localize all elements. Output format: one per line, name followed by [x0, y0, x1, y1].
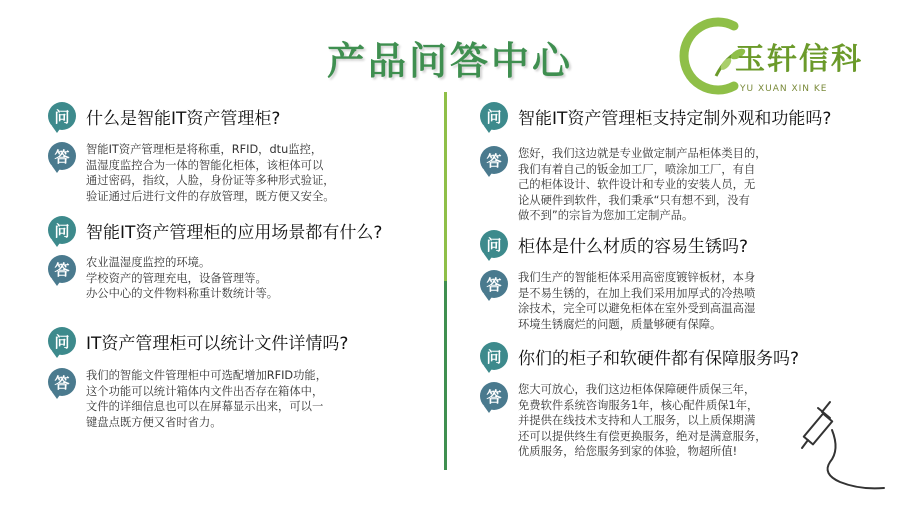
answer-line: 文件的详细信息也可以在屏幕显示出来，可以一: [86, 400, 324, 413]
answer-text: [518, 146, 767, 224]
answer-item: [480, 270, 755, 332]
question-item: [48, 102, 280, 130]
answer-line: 免费软件系统咨询服务1年，核心配件质保1年，: [518, 398, 759, 412]
question-item: [480, 230, 748, 258]
question-text: 柜体是什么材质的容易生锈吗?: [518, 236, 749, 257]
answer-line: 智能IT资产管理柜是将称重，RFID，dtu监控，: [86, 143, 323, 156]
answer-line: 并提供在线技术支持和人工服务，以上质保期满: [518, 414, 756, 427]
answer-item: [48, 368, 327, 430]
answer-line: 我们生产的智能柜体采用高密度镀锌板材，本身: [518, 271, 756, 284]
answer-line: 是不易生锈的，在加上我们采用加厚式的冷热喷: [518, 286, 756, 300]
answer-line: 做不到”的宗旨为您加工定制产品。: [518, 209, 694, 222]
answer-badge-icon: 答: [480, 382, 508, 410]
answer-text: [86, 368, 327, 430]
answer-line: 学校资产的管理充电，设备管理等。: [86, 271, 267, 285]
question-badge-icon: 问: [48, 216, 76, 244]
answer-text: [518, 270, 755, 332]
answer-line: 优质服务，给您服务到家的体验，物超所值!: [518, 445, 738, 458]
question-badge-icon: 问: [480, 230, 508, 258]
question-badge-icon: 问: [48, 102, 76, 130]
column-divider: [444, 92, 447, 470]
answer-line: 您大可放心，我们这边柜体保障硬件质保三年，: [518, 383, 756, 396]
question-item: [48, 327, 348, 355]
answer-line: 我们有着自己的钣金加工厂，喷涂加工厂，有自: [518, 162, 756, 176]
answer-line: 通过密码，指纹，人脸，身份证等多种形式验证，: [86, 174, 335, 187]
question-badge-icon: 问: [480, 102, 508, 130]
answer-line: 办公中心的文件物料称重计数统计等。: [86, 287, 279, 300]
answer-line: 我们的智能文件管理柜中可选配增加RFID功能，: [86, 369, 328, 382]
answer-line: 验证通过后进行文件的存放管理，既方便又安全。: [86, 189, 335, 203]
question-text: 智能IT资产管理柜支持定制外观和功能吗?: [518, 108, 832, 129]
answer-line: 涂技术，完全可以避免柜体在室外受到高温高湿: [518, 302, 756, 315]
syringe-icon: [800, 400, 890, 495]
answer-badge-icon: 答: [480, 270, 508, 298]
answer-line: 环境生锈腐烂的问题，质量够硬有保障。: [518, 317, 722, 331]
answer-text: [86, 255, 278, 302]
question-badge-icon: 问: [48, 327, 76, 355]
answer-text: [86, 142, 335, 204]
question-item: [48, 216, 382, 244]
question-badge-icon: 问: [480, 342, 508, 370]
question-text: 你们的柜子和软硬件都有保障服务吗?: [518, 348, 800, 369]
answer-line: 这个功能可以统计箱体内文件出否存在箱体中，: [86, 384, 324, 398]
answer-line: 己的柜体设计、软件设计和专业的安装人员，无: [518, 178, 756, 191]
answer-line: 还可以提供终生有偿更换服务，绝对是满意服务，: [518, 429, 767, 443]
answer-item: [48, 142, 335, 204]
question-text: IT资产管理柜可以统计文件详情吗?: [86, 333, 349, 354]
answer-item: [48, 255, 278, 302]
answer-badge-icon: 答: [480, 146, 508, 174]
answer-badge-icon: 答: [48, 255, 76, 283]
question-item: [480, 102, 831, 130]
question-item: [480, 342, 799, 370]
answer-badge-icon: 答: [48, 368, 76, 396]
answer-item: [480, 382, 767, 460]
answer-line: 您好，我们这边就是专业做定制产品柜体类目的，: [518, 147, 767, 160]
logo-subtitle: YU XUAN XIN KE: [740, 84, 828, 94]
question-text: 什么是智能IT资产管理柜?: [86, 108, 281, 129]
question-text: 智能IT资产管理柜的应用场景都有什么?: [86, 222, 383, 243]
answer-text: [518, 382, 767, 460]
answer-line: 温湿度监控合为一体的智能化柜体，该柜体可以: [86, 158, 324, 172]
answer-line: 键盘点既方便又省时省力。: [86, 415, 222, 429]
answer-item: [480, 146, 767, 224]
logo-name: 玉轩信科: [735, 42, 863, 77]
answer-line: 农业温湿度监控的环境。: [86, 256, 211, 269]
answer-line: 论从硬件到软件，我们秉承“只有想不到，没有: [518, 193, 750, 207]
answer-badge-icon: 答: [48, 142, 76, 170]
page-title: 产品问答中心: [326, 39, 573, 83]
